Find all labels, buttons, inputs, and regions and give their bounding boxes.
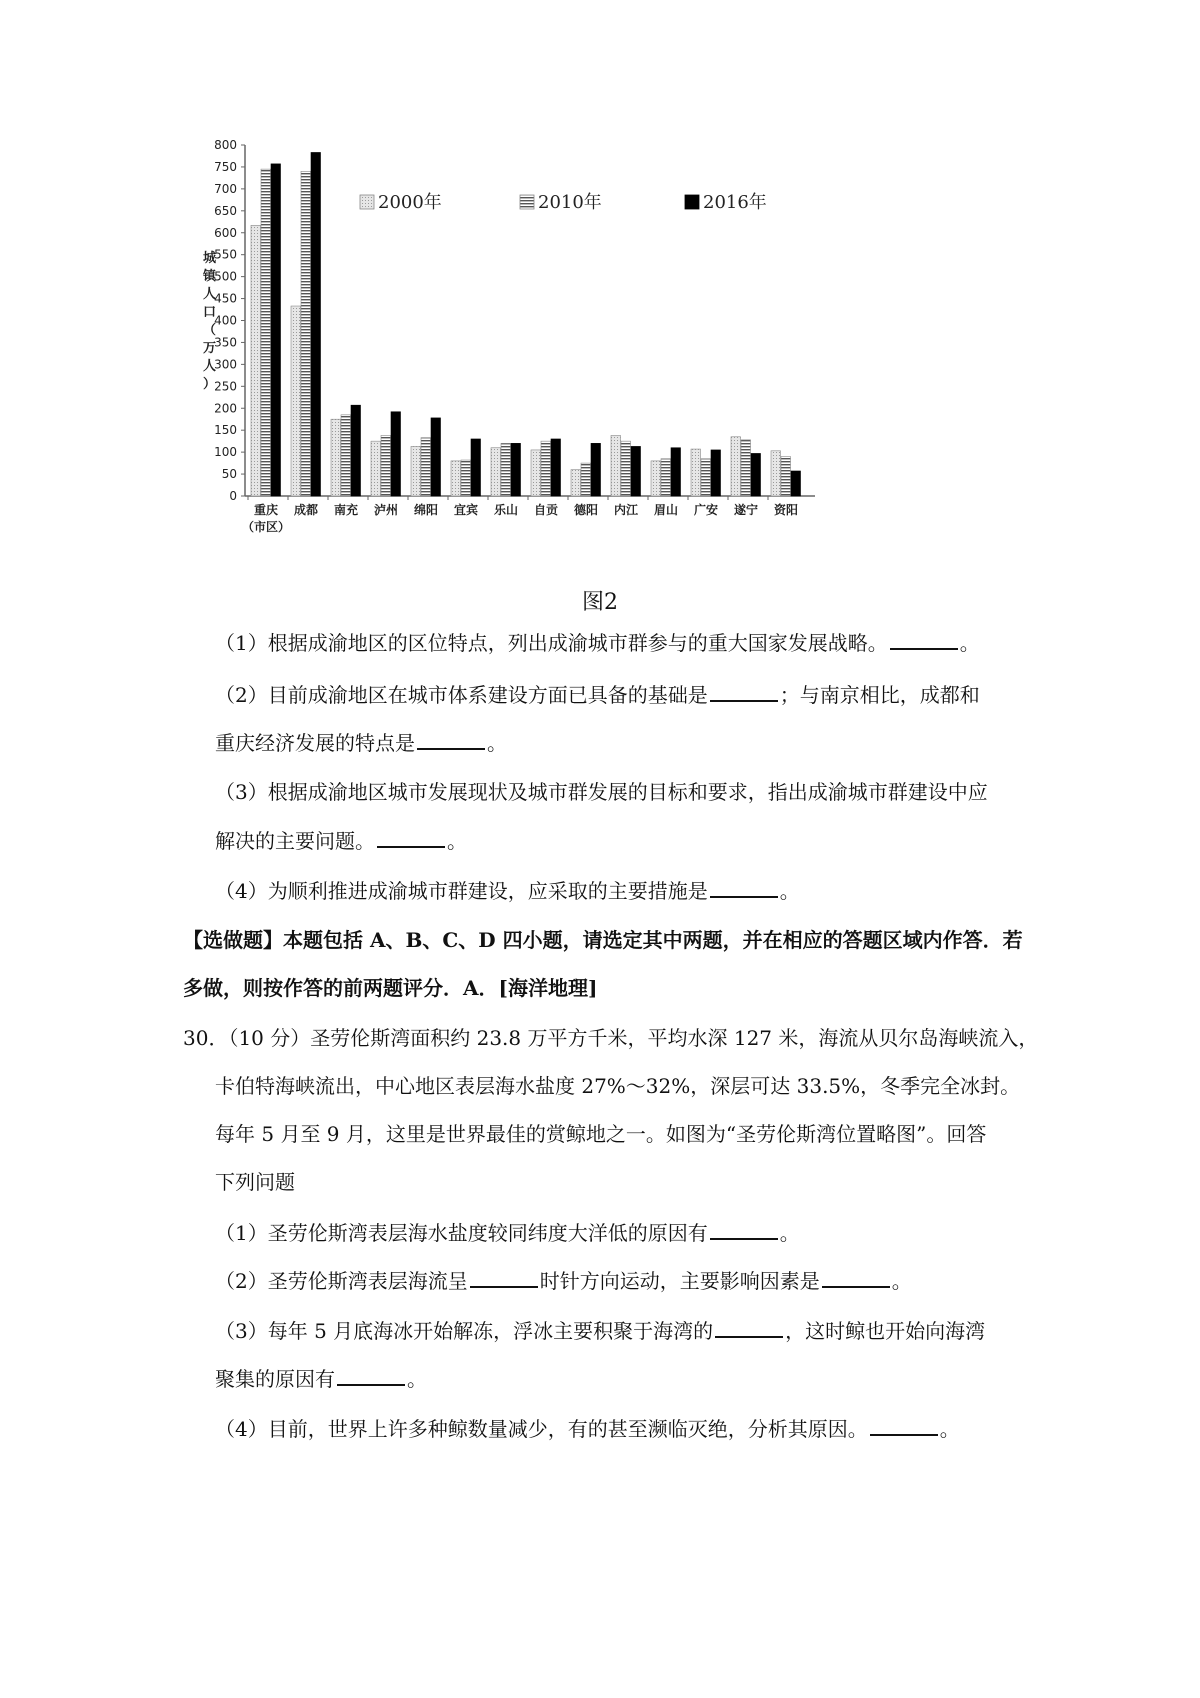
bar-2010年 xyxy=(621,441,631,496)
q30-sub-3-mid: ，这时鲸也开始向海湾 xyxy=(785,1319,986,1343)
category-label: 德阳 xyxy=(573,503,599,517)
y-tick-label: 200 xyxy=(214,401,237,416)
bar-2016年 xyxy=(511,443,521,496)
q30-line-1: 30．（10 分）圣劳伦斯湾面积约 23.8 万平方千米，平均水深 127 米，海流从贝尔岛海峡流入， xyxy=(183,1026,1039,1050)
bar-2010年 xyxy=(381,435,391,496)
y-tick-label: 50 xyxy=(221,467,237,482)
q30-line-2: 卡伯特海峡流出，中心地区表层海水盐度 27%～32%，深层可达 33.5%，冬季完全冰封。 xyxy=(215,1074,1021,1098)
bar-2010年 xyxy=(741,440,751,496)
q30-sub-2-end: 。 xyxy=(891,1269,912,1293)
question-2-text-2: 重庆经济发展的特点是 xyxy=(215,731,415,755)
legend-swatch-2000年 xyxy=(360,195,374,209)
y-tick-label: 650 xyxy=(214,203,237,218)
q30-sub-4-text: （4）目前，世界上许多种鲸数量减少，有的甚至濒临灭绝，分析其原因。 xyxy=(215,1417,868,1441)
bar-2000年 xyxy=(411,446,421,496)
legend-label: 2000年 xyxy=(378,192,442,213)
bar-2010年 xyxy=(501,443,511,496)
category-label: 眉山 xyxy=(653,503,679,517)
question-2-mid: ；与南京相比，成都和 xyxy=(779,683,980,707)
bar-2016年 xyxy=(631,446,641,496)
bar-2000年 xyxy=(531,450,541,496)
question-1-end: 。 xyxy=(959,631,980,655)
question-3-line-1: （3）根据成渝地区城市发展现状及城市群发展的目标和要求，指出成渝城市群建设中应 xyxy=(215,780,988,804)
legend-swatch-2016年 xyxy=(685,195,699,209)
legend-swatch-2010年 xyxy=(520,195,534,209)
category-label: 遂宁 xyxy=(733,503,759,517)
answer-blank[interactable] xyxy=(337,1364,405,1386)
bar-2000年 xyxy=(611,435,621,496)
question-2-line-2 xyxy=(215,728,507,757)
bar-2016年 xyxy=(351,405,361,496)
urban-population-bar-chart xyxy=(200,140,900,600)
bar-2016年 xyxy=(551,439,561,496)
question-2-text: （2）目前成渝地区在城市体系建设方面已具备的基础是 xyxy=(215,683,708,707)
bar-2000年 xyxy=(491,448,501,496)
q30-sub-2-text: （2）圣劳伦斯湾表层海流呈 xyxy=(215,1269,468,1293)
answer-blank[interactable] xyxy=(870,1414,938,1436)
y-tick-label: 150 xyxy=(214,423,237,438)
q30-sub-1-text: （1）圣劳伦斯湾表层海水盐度较同纬度大洋低的原因有 xyxy=(215,1221,708,1245)
question-1 xyxy=(215,628,980,657)
bar-2010年 xyxy=(341,415,351,496)
q30-sub-3-end: 。 xyxy=(407,1367,427,1391)
y-tick-label: 0 xyxy=(229,489,237,503)
bar-2000年 xyxy=(331,419,341,496)
answer-blank[interactable] xyxy=(470,1266,538,1288)
question-3-text: 解决的主要问题。 xyxy=(215,829,375,853)
q30-sub-3-text: （3）每年 5 月底海冰开始解冻，浮冰主要积聚于海湾的 xyxy=(215,1319,714,1343)
y-tick-label: 800 xyxy=(214,140,237,152)
q30-line-4: 下列问题 xyxy=(215,1170,295,1194)
bar-2016年 xyxy=(391,412,401,496)
category-label: 广安 xyxy=(693,503,719,517)
category-label: 成都 xyxy=(293,503,319,517)
elective-line-1: 【选做题】本题包括 A、B、C、D 四小题，请选定其中两题，并在相应的答题区域内作答．若 xyxy=(183,928,1023,952)
category-label: 重庆 xyxy=(253,503,279,517)
q30-sub-1-end: 。 xyxy=(779,1221,800,1245)
bar-2010年 xyxy=(661,459,671,496)
category-label: 绵阳 xyxy=(413,503,439,517)
q30-sub-3-line-2 xyxy=(215,1364,427,1393)
y-tick-label: 750 xyxy=(214,159,237,174)
y-tick-label: 600 xyxy=(214,225,237,240)
category-label: 南充 xyxy=(333,503,359,517)
bar-2010年 xyxy=(461,460,471,496)
answer-blank[interactable] xyxy=(890,628,958,650)
bar-2010年 xyxy=(781,457,791,496)
category-label: 自贡 xyxy=(533,503,559,517)
category-label-sub: （市区） xyxy=(241,520,291,534)
q30-sub-2 xyxy=(215,1266,912,1295)
bar-2010年 xyxy=(581,463,591,496)
q30-sub-3-line-1 xyxy=(215,1316,985,1345)
q30-sub-4 xyxy=(215,1414,960,1443)
y-axis-label: 城镇人口（万人） xyxy=(203,251,217,392)
bar-2010年 xyxy=(301,171,311,496)
category-label: 乐山 xyxy=(493,503,519,517)
y-tick-label: 700 xyxy=(214,181,237,196)
bar-2016年 xyxy=(711,450,721,496)
bar-2000年 xyxy=(251,225,261,496)
bar-2016年 xyxy=(471,439,481,496)
answer-blank[interactable] xyxy=(710,1218,778,1240)
bar-2000年 xyxy=(451,461,461,496)
question-2-end: 。 xyxy=(487,731,507,755)
y-tick-label: 250 xyxy=(214,379,237,394)
category-label: 宜宾 xyxy=(453,503,479,517)
bar-2016年 xyxy=(271,164,281,496)
y-tick-label: 550 xyxy=(214,247,237,262)
figure-caption: 图2 xyxy=(582,590,618,615)
bar-2000年 xyxy=(731,437,741,496)
bar-2016年 xyxy=(591,443,601,496)
bar-2000年 xyxy=(371,441,381,496)
y-tick-label: 350 xyxy=(214,335,237,350)
answer-blank[interactable] xyxy=(822,1266,890,1288)
question-3-end: 。 xyxy=(447,829,467,853)
bar-2016年 xyxy=(671,448,681,496)
question-2-line-1 xyxy=(215,680,980,709)
bar-2010年 xyxy=(541,441,551,496)
category-label: 内江 xyxy=(613,503,639,517)
answer-blank[interactable] xyxy=(377,826,445,848)
legend-label: 2010年 xyxy=(538,192,602,213)
bar-2016年 xyxy=(751,453,761,496)
question-1-text: （1）根据成渝地区的区位特点，列出成渝城市群参与的重大国家发展战略。 xyxy=(215,631,888,655)
category-label: 泸州 xyxy=(373,503,399,517)
bar-2000年 xyxy=(291,306,301,496)
elective-line-2: 多做，则按作答的前两题评分．A．[海洋地理] xyxy=(183,976,598,1000)
bar-2010年 xyxy=(701,459,711,496)
y-tick-label: 100 xyxy=(214,445,237,460)
bar-2010年 xyxy=(421,438,431,496)
answer-blank[interactable] xyxy=(710,876,778,898)
bar-2016年 xyxy=(431,418,441,496)
bar-2000年 xyxy=(651,461,661,496)
q30-line-3: 每年 5 月至 9 月，这里是世界最佳的赏鲸地之一。如图为“圣劳伦斯湾位置略图”。回答 xyxy=(215,1122,987,1146)
y-tick-label: 450 xyxy=(214,291,237,306)
answer-blank[interactable] xyxy=(710,680,778,702)
category-label: 资阳 xyxy=(773,503,799,517)
q30-sub-4-end: 。 xyxy=(939,1417,960,1441)
question-3-line-2 xyxy=(215,826,467,855)
legend-label: 2016年 xyxy=(703,192,767,213)
bar-2016年 xyxy=(311,152,321,496)
y-tick-label: 500 xyxy=(214,269,237,284)
answer-blank[interactable] xyxy=(715,1316,783,1338)
q30-sub-3-text-2: 聚集的原因有 xyxy=(215,1367,335,1391)
bar-2000年 xyxy=(771,451,781,496)
bar-2016年 xyxy=(791,471,801,496)
answer-blank[interactable] xyxy=(417,728,485,750)
q30-sub-2-mid: 时针方向运动，主要影响因素是 xyxy=(539,1269,820,1293)
q30-sub-1 xyxy=(215,1218,800,1247)
bar-2000年 xyxy=(691,449,701,496)
bar-2010年 xyxy=(261,169,271,496)
y-tick-label: 300 xyxy=(214,357,237,372)
question-4-text: （4）为顺利推进成渝城市群建设，应采取的主要措施是 xyxy=(215,879,708,903)
question-4 xyxy=(215,876,800,905)
question-4-end: 。 xyxy=(779,879,800,903)
y-tick-label: 400 xyxy=(214,313,237,328)
bar-2000年 xyxy=(571,470,581,496)
